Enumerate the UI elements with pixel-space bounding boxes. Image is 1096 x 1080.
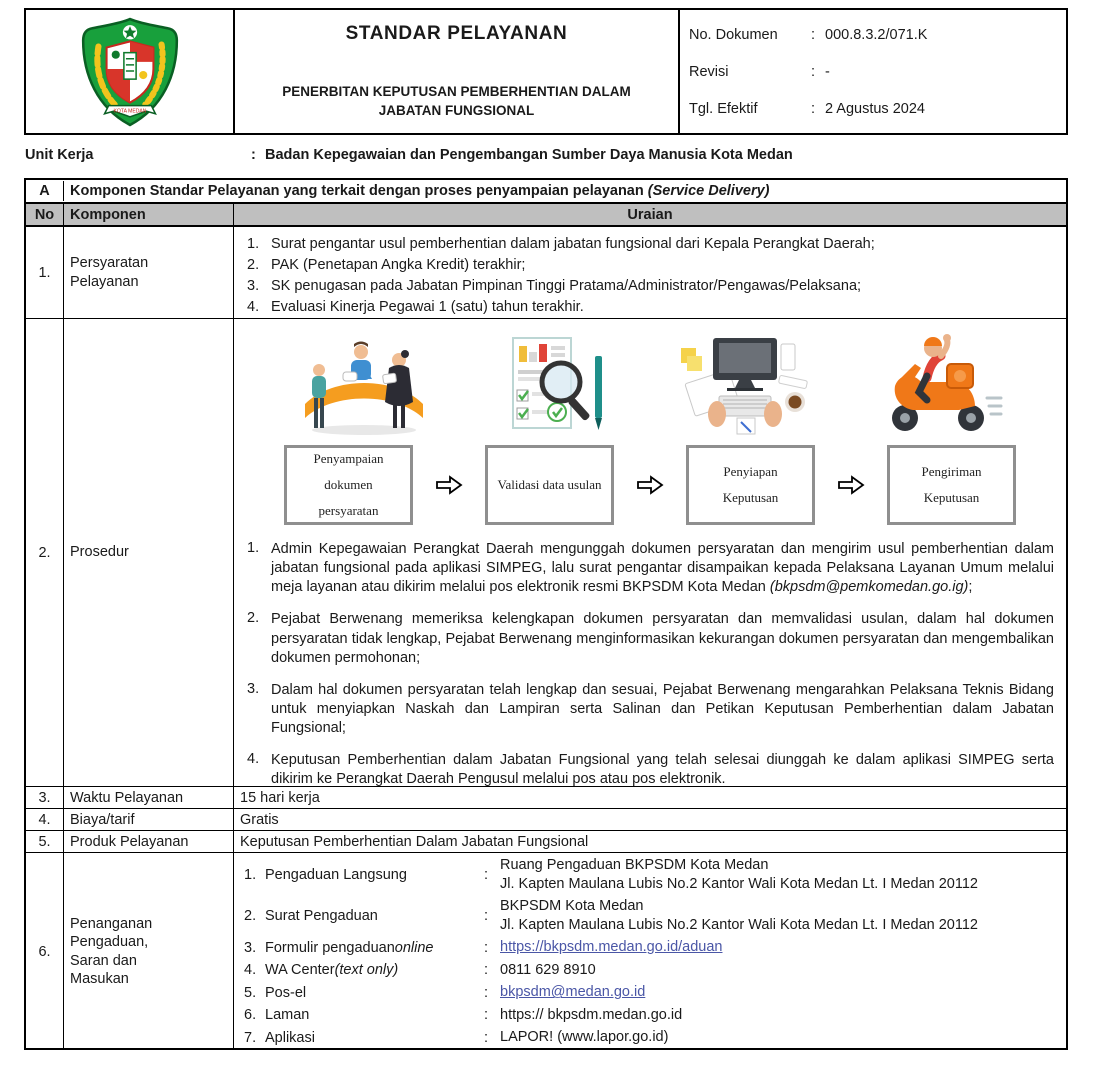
komponen-label: Penanganan Pengaduan, Saran dan Masukan xyxy=(70,916,153,987)
title-cell xyxy=(233,10,680,133)
item-number: 3. xyxy=(247,680,260,697)
channel-wa-center xyxy=(244,961,1056,980)
decision-preparation-illustration xyxy=(667,334,819,436)
komponen-prosedur xyxy=(64,319,234,786)
separator: : xyxy=(484,962,489,979)
document-validation-illustration xyxy=(491,334,611,436)
front-desk-service-illustration xyxy=(293,334,435,436)
uraian-prosedur xyxy=(234,319,1066,786)
step-text-main: Admin Kepegawaian Perangkat Daerah mengunggah dokumen persyaratan dan mengirim usul pemberhentian dalam jabatan fungsional pada aplikasi SIMPEG, lalu surat pengantar disampaikan kepada Pelaksana Layanan Umum melalui meja layanan atau dikirim melalui pos elektronik resmi BKPSDM Kota Medan xyxy=(271,541,1054,596)
table-row-persyaratan xyxy=(26,227,1066,319)
item-number: 1. xyxy=(247,236,260,252)
uraian-persyaratan xyxy=(234,227,1066,318)
website-url: https:// bkpsdm.medan.go.id xyxy=(500,1006,683,1023)
requirement-item xyxy=(244,236,1056,252)
uraian-produk: Keputusan Pemberhentian Dalam Jabatan Fungsional xyxy=(240,833,589,850)
step-text-end: ; xyxy=(968,579,973,596)
channel-value xyxy=(500,897,1056,934)
unit-kerja-line xyxy=(25,147,1069,163)
procedure-step xyxy=(244,751,1054,789)
item-number: 3. xyxy=(247,278,260,294)
separator: : xyxy=(811,26,816,43)
requirement-item xyxy=(244,299,1056,315)
separator: : xyxy=(484,1029,489,1046)
flow-step-3: Penyiapan Keputusan xyxy=(686,445,815,525)
logo-cell xyxy=(26,10,233,133)
row-number: 5. xyxy=(26,831,64,852)
uraian-biaya: Gratis xyxy=(240,811,279,828)
row-number: 3. xyxy=(26,787,64,808)
row-number: 1. xyxy=(26,227,64,318)
channel-label-italic: online xyxy=(394,939,434,956)
uraian-pengaduan xyxy=(234,853,1066,1050)
item-number: 1. xyxy=(244,866,257,883)
row-number: 4. xyxy=(26,809,64,830)
separator: : xyxy=(484,1007,489,1024)
unit-kerja-value: Badan Kepegawaian dan Pengembangan Sumber Daya Manusia Kota Medan xyxy=(265,147,793,163)
column-header-no: No xyxy=(26,204,64,225)
kota-medan-crest-icon xyxy=(79,16,181,128)
uraian-waktu: 15 hari kerja xyxy=(240,789,320,806)
table-row-biaya xyxy=(26,809,1066,831)
separator: : xyxy=(251,147,256,163)
item-text: Keputusan Pemberhentian dalam Jabatan Fungsional yang telah selesai diunggah ke dalam aplikasi SIMPEG serta dikirim ke Perangkat Daerah Pengusul melalui pos atau pos elektronik. xyxy=(271,752,1054,788)
document-header xyxy=(24,8,1068,135)
separator: : xyxy=(484,939,489,956)
row-number: 6. xyxy=(26,853,64,1050)
channel-value xyxy=(500,856,1056,893)
channel-label: WA Center xyxy=(265,962,335,979)
doc-number-value: 000.8.3.2/071.K xyxy=(825,26,928,43)
scooter-delivery-illustration xyxy=(875,334,1007,436)
flow-arrow-icon xyxy=(635,473,665,497)
separator: : xyxy=(811,63,816,80)
komponen-produk: Produk Pelayanan xyxy=(64,831,234,852)
komponen-label: Persyaratan Pelayanan xyxy=(70,255,149,290)
channel-value-line2: Jl. Kapten Maulana Lubis No.2 Kantor Wali Kota Medan Lt. I Medan 20112 xyxy=(500,916,978,933)
table-header-row xyxy=(26,203,1066,227)
section-title-text: Komponen Standar Pelayanan yang terkait dengan proses penyampaian pelayanan xyxy=(70,183,648,199)
item-text: Dalam hal dokumen persyaratan telah lengkap dan sesuai, Pejabat Berwenang mengarahkan Pelaksana Teknis Bidang untuk menyiapkan Naskah dan Lampiran serta Salinan dan Petikan Keputusan Pemberhentian dalam Jabatan Fungsional; xyxy=(271,681,1054,736)
doc-number-row xyxy=(689,27,1062,43)
table-row-waktu xyxy=(26,787,1066,809)
item-number: 5. xyxy=(244,984,257,1001)
item-number: 2. xyxy=(247,257,260,273)
revision-row xyxy=(689,64,1062,80)
procedure-step xyxy=(244,540,1054,597)
item-number: 4. xyxy=(247,299,260,315)
channel-value-line2: Jl. Kapten Maulana Lubis No.2 Kantor Wali Kota Medan Lt. I Medan 20112 xyxy=(500,875,978,892)
channel-label: Aplikasi xyxy=(265,1029,315,1046)
step-text-email: (bkpsdm@pemkomedan.go.ig) xyxy=(769,579,969,596)
item-text: Pejabat Berwenang memeriksa kelengkapan dokumen persyaratan dan memvalidasi usulan, dalam hal dokumen persyaratan tidak lengkap, Pejabat Berwenang menginformasikan kekurangan dokumen persyaratan dan mengembalikan dokumen permohonan; xyxy=(271,611,1054,666)
separator: : xyxy=(811,100,816,117)
row-number: 2. xyxy=(26,319,64,786)
channel-label: Pengaduan Langsung xyxy=(265,866,407,883)
channel-value-line1: BKPSDM Kota Medan xyxy=(500,898,644,915)
procedure-illustrations xyxy=(240,321,1060,436)
unit-kerja-label: Unit Kerja xyxy=(25,147,94,163)
requirement-item xyxy=(244,257,1056,273)
item-number: 1. xyxy=(247,540,260,556)
complaint-form-link[interactable]: https://bkpsdm.medan.go.id/aduan xyxy=(500,939,723,956)
channel-label: Surat Pengaduan xyxy=(265,907,378,924)
procedure-step xyxy=(244,681,1054,738)
komponen-waktu: Waktu Pelayanan xyxy=(64,787,234,808)
revision-value: - xyxy=(825,63,830,80)
flow-step-4: Pengiriman Keputusan xyxy=(887,445,1016,525)
effective-date-label: Tgl. Efektif xyxy=(689,100,758,117)
item-number: 6. xyxy=(244,1007,257,1024)
flow-step-2: Validasi data usulan xyxy=(485,445,614,525)
item-text xyxy=(271,540,1054,597)
section-code: A xyxy=(26,181,64,201)
komponen-pengaduan xyxy=(64,853,234,1050)
item-text: PAK (Penetapan Angka Kredit) terakhir; xyxy=(271,257,526,273)
column-header-komponen: Komponen xyxy=(64,204,234,225)
procedure-step xyxy=(244,610,1054,667)
item-number: 4. xyxy=(247,751,260,768)
channel-pengaduan-langsung xyxy=(244,856,1056,893)
document-info-cell xyxy=(680,10,1066,133)
section-title-italic: (Service Delivery) xyxy=(647,183,770,199)
separator: : xyxy=(484,984,489,1001)
effective-date-value: 2 Agustus 2024 xyxy=(825,100,925,117)
komponen-biaya: Biaya/tarif xyxy=(64,809,234,830)
procedure-steps xyxy=(240,540,1060,789)
requirement-item xyxy=(244,278,1056,294)
item-number: 2. xyxy=(244,907,257,924)
channel-surat-pengaduan xyxy=(244,897,1056,934)
wa-center-number: 0811 629 8910 xyxy=(500,961,596,978)
flow-arrow-icon xyxy=(836,473,866,497)
document-subtitle: PENERBITAN KEPUTUSAN PEMBERHENTIAN DALAM JABATAN FUNGSIONAL xyxy=(282,84,631,119)
service-standard-table xyxy=(24,178,1068,1050)
separator: : xyxy=(484,907,489,924)
item-number: 4. xyxy=(244,962,257,979)
email-link[interactable]: bkpsdm@medan.go.id xyxy=(500,984,646,1001)
svg-text:KOTA MEDAN: KOTA MEDAN xyxy=(113,108,146,115)
item-text: Evaluasi Kinerja Pegawai 1 (satu) tahun terakhir. xyxy=(271,299,584,315)
column-header-uraian: Uraian xyxy=(627,206,673,223)
channel-laman xyxy=(244,1006,1056,1025)
channel-pos-el xyxy=(244,983,1056,1002)
table-row-prosedur xyxy=(26,319,1066,787)
section-a-row xyxy=(26,180,1066,203)
item-number: 2. xyxy=(247,610,260,627)
channel-aplikasi xyxy=(244,1028,1056,1047)
flow-arrow-icon xyxy=(434,473,464,497)
item-text: SK penugasan pada Jabatan Pimpinan Tinggi Pratama/Administrator/Pengawas/Pelaksana; xyxy=(271,278,862,294)
item-number: 7. xyxy=(244,1029,257,1046)
item-text: Surat pengantar usul pemberhentian dalam jabatan fungsional dari Kepala Perangkat Daerah; xyxy=(271,236,875,252)
channel-label: Formulir pengaduan xyxy=(265,939,395,956)
procedure-flowchart xyxy=(240,445,1060,525)
effective-date-row xyxy=(689,101,1062,117)
table-row-pengaduan xyxy=(26,853,1066,1050)
separator: : xyxy=(484,866,489,883)
channel-formulir-online xyxy=(244,938,1056,957)
document-title: STANDAR PELAYANAN xyxy=(345,23,568,44)
revision-label: Revisi xyxy=(689,63,729,80)
channel-label: Laman xyxy=(265,1007,310,1024)
section-title xyxy=(64,182,1066,200)
doc-number-label: No. Dokumen xyxy=(689,26,778,43)
channel-label-italic: (text only) xyxy=(334,962,399,979)
channel-label: Pos-el xyxy=(265,984,307,1001)
komponen-label: Prosedur xyxy=(70,544,129,561)
channel-value-line1: Ruang Pengaduan BKPSDM Kota Medan xyxy=(500,857,769,874)
lapor-app-value: LAPOR! (www.lapor.go.id) xyxy=(500,1029,669,1046)
flow-step-1: Penyampaian dokumen persyaratan xyxy=(284,445,413,525)
item-number: 3. xyxy=(244,939,257,956)
table-row-produk xyxy=(26,831,1066,853)
komponen-persyaratan xyxy=(64,227,234,318)
